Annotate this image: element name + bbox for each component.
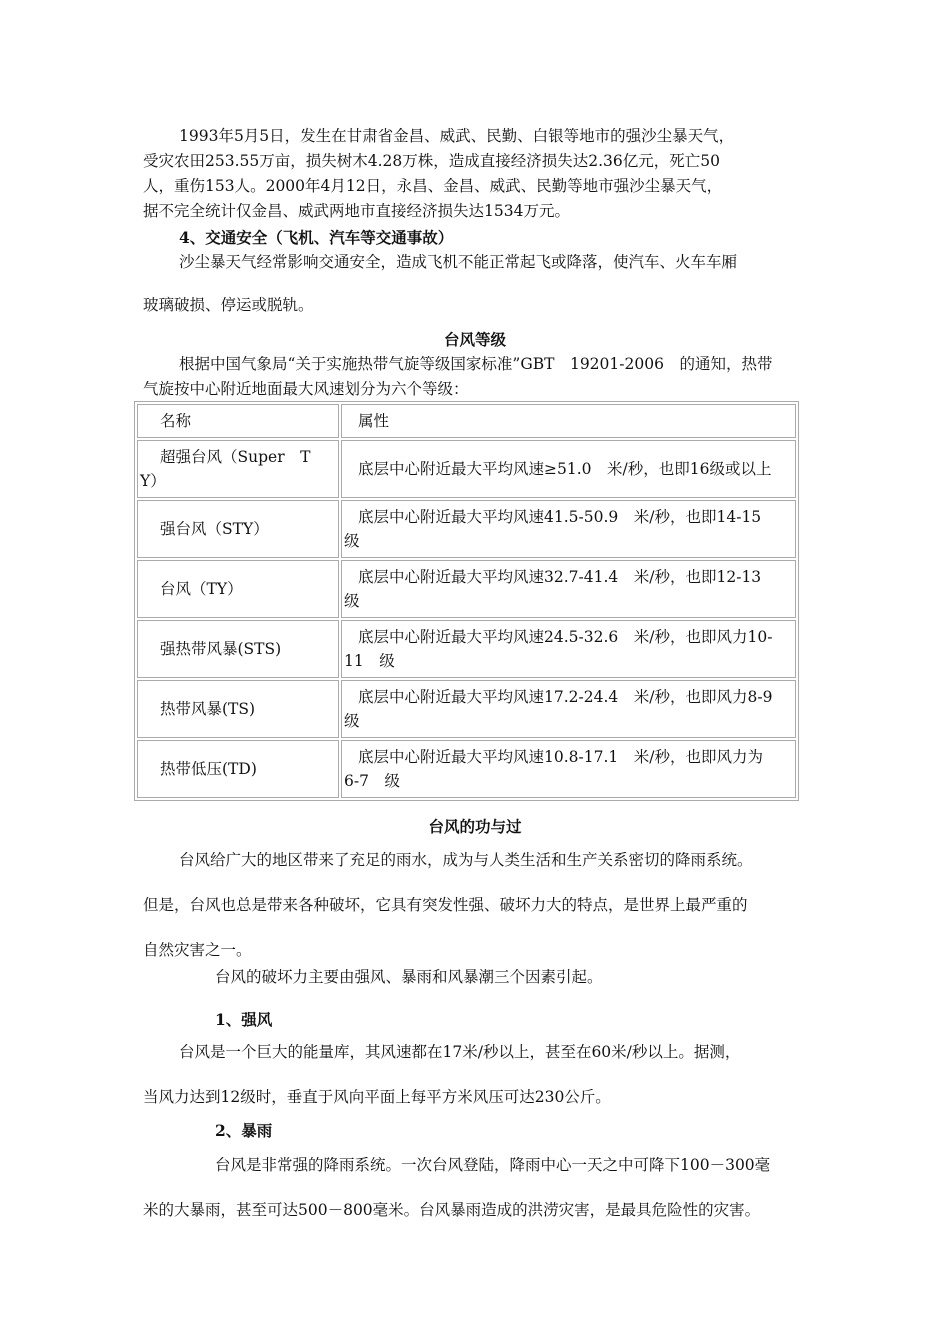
paragraph-strong-wind — [143, 1040, 807, 1110]
paragraph-traffic — [143, 250, 807, 318]
text-line: 玻璃破损、停运或脱轨。 — [143, 296, 314, 314]
table-header-attr: 属性 — [341, 404, 796, 438]
paragraph-destructive-factors: 台风的破坏力主要由强风、暴雨和风暴潮三个因素引起。 — [215, 968, 603, 986]
text-line: 沙尘暴天气经常影响交通安全，造成飞机不能正常起飞或降落，使汽车、火车车厢 — [179, 253, 738, 271]
table-row — [137, 440, 796, 498]
section-title-typhoon-merits: 台风的功与过 — [428, 817, 522, 836]
table-header-name: 名称 — [137, 404, 339, 438]
table-cell-attr: 底层中心附近最大平均风速10.8-17.1 米/秒，也即风力为 6-7 级 — [341, 740, 796, 798]
table-header-row — [137, 404, 796, 438]
text-line: 自然灾害之一。 — [143, 941, 252, 959]
heading-heavy-rain: 2、暴雨 — [215, 1121, 273, 1140]
text-line: 米的大暴雨，甚至可达500－800毫米。台风暴雨造成的洪涝灾害，是最具危险性的灾害。 — [143, 1201, 761, 1219]
text-line: 台风是非常强的降雨系统。一次台风登陆，降雨中心一天之中可降下100－300毫 — [215, 1156, 771, 1174]
text-line: 1993年5月5日，发生在甘肃省金昌、威武、民勤、白银等地市的强沙尘暴天气， — [179, 127, 735, 145]
text-line: 气旋按中心附近地面最大风速划分为六个等级： — [143, 380, 469, 398]
table-cell-attr: 底层中心附近最大平均风速24.5-32.6 米/秒，也即风力10- 11 级 — [341, 620, 796, 678]
paragraph-typhoon-merits — [143, 848, 807, 963]
table-row — [137, 500, 796, 558]
typhoon-levels-table — [134, 401, 799, 801]
table-cell-attr: 底层中心附近最大平均风速17.2-24.4 米/秒，也即风力8-9 级 — [341, 680, 796, 738]
table-cell-name: 热带低压(TD) — [137, 740, 339, 798]
text-line: 据不完全统计仅金昌、威武两地市直接经济损失达1534万元。 — [143, 202, 570, 220]
table-row — [137, 680, 796, 738]
table-cell-attr: 底层中心附近最大平均风速≥51.0 米/秒，也即16级或以上 — [341, 440, 796, 498]
table-cell-attr: 底层中心附近最大平均风速41.5-50.9 米/秒，也即14-15 级 — [341, 500, 796, 558]
table-cell-name: 超强台风（Super T Y） — [137, 440, 339, 498]
table-row — [137, 740, 796, 798]
text-line: 当风力达到12级时，垂直于风向平面上每平方米风压可达230公斤。 — [143, 1088, 611, 1106]
heading-traffic-safety: 4、交通安全（飞机、汽车等交通事故） — [179, 228, 454, 247]
paragraph-classification-intro — [143, 352, 807, 402]
table-cell-name: 台风（TY） — [137, 560, 339, 618]
text-line: 但是，台风也总是带来各种破坏，它具有突发性强、破坏力大的特点，是世界上最严重的 — [143, 896, 748, 914]
table-cell-name: 强热带风暴(STS) — [137, 620, 339, 678]
text-line: 根据中国气象局“关于实施热带气旋等级国家标准”GBT 19201-2006 的通知，热带 — [179, 355, 773, 373]
table-cell-attr: 底层中心附近最大平均风速32.7-41.4 米/秒，也即12-13 级 — [341, 560, 796, 618]
heading-strong-wind: 1、强风 — [215, 1010, 273, 1029]
table-row — [137, 560, 796, 618]
text-line: 人，重伤153人。2000年4月12日，永昌、金昌、威武、民勤等地市强沙尘暴天气， — [143, 177, 723, 195]
paragraph-sandstorm-losses — [143, 124, 807, 224]
text-line: 台风是一个巨大的能量库，其风速都在17米/秒以上，甚至在60米/秒以上。据测， — [179, 1043, 741, 1061]
text-line: 受灾农田253.55万亩，损失树木4.28万株，造成直接经济损失达2.36亿元，死亡50 — [143, 152, 720, 170]
table-cell-name: 热带风暴(TS) — [137, 680, 339, 738]
table-row — [137, 620, 796, 678]
section-title-typhoon-levels: 台风等级 — [443, 330, 506, 349]
paragraph-heavy-rain — [143, 1153, 807, 1223]
text-line: 台风给广大的地区带来了充足的雨水，成为与人类生活和生产关系密切的降雨系统。 — [179, 851, 753, 869]
table-cell-name: 强台风（STY） — [137, 500, 339, 558]
